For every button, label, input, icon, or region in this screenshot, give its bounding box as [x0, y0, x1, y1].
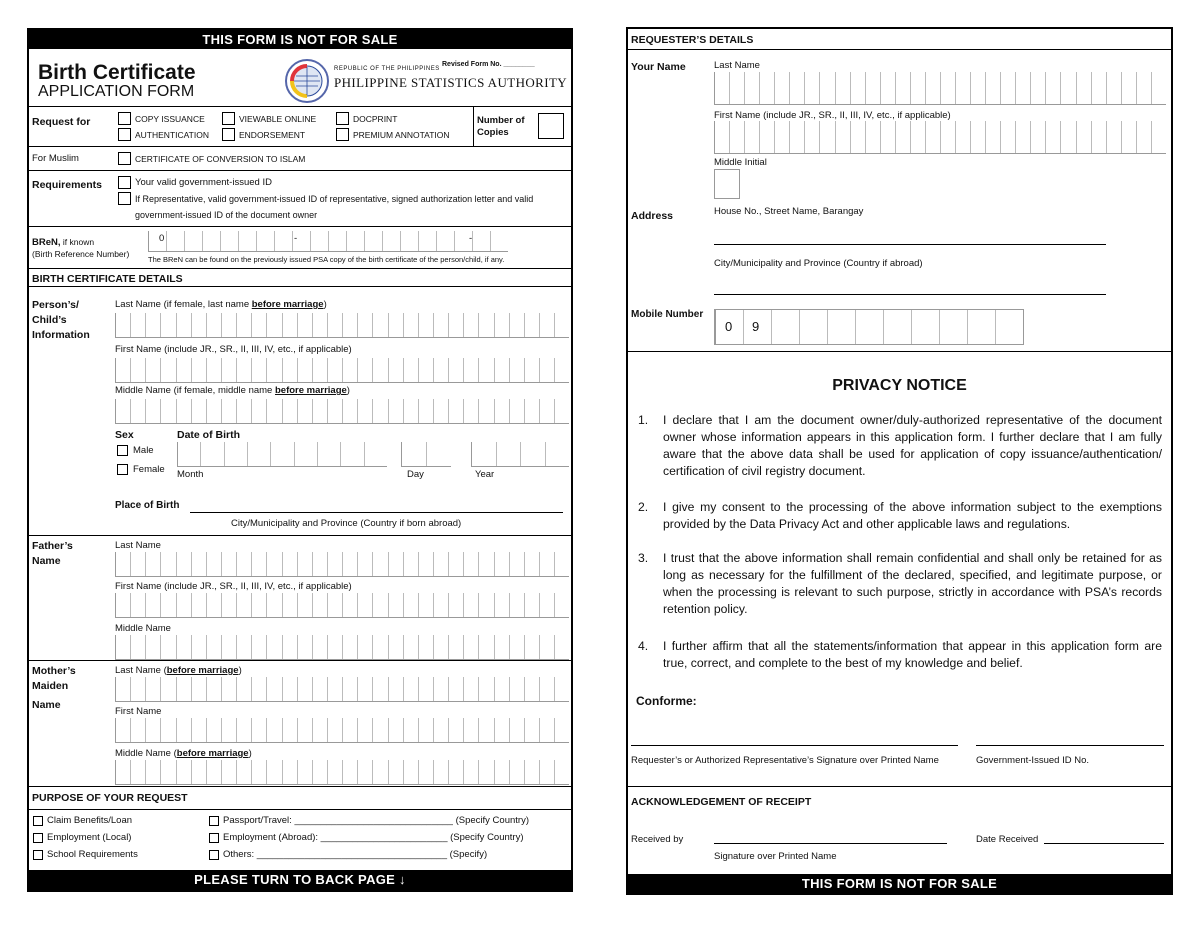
male-checkbox[interactable] [117, 445, 128, 456]
year-label: Year [475, 469, 495, 480]
father-middle-name-input[interactable] [115, 635, 569, 660]
mother-label-3: Name [32, 699, 61, 711]
day-label: Day [407, 469, 424, 480]
notice-number-2: 2. [638, 500, 649, 514]
signature-line[interactable] [631, 745, 958, 746]
school-requirements-checkbox[interactable] [33, 850, 43, 860]
form-title: Birth Certificate [38, 61, 196, 84]
request-for-label: Request for [32, 116, 91, 128]
back-page [626, 27, 1173, 895]
received-by-label: Received by [631, 834, 684, 845]
notice-number-3: 3. [638, 551, 649, 565]
year-input[interactable] [471, 442, 569, 467]
mobile-input[interactable] [714, 309, 1024, 345]
request-for-row [29, 106, 571, 147]
middle-initial-input[interactable] [714, 169, 740, 199]
male-label: Male [133, 445, 154, 456]
privacy-notice-4: I further affirm that all the statements/information that appear in this application form are true, correct, and complete to the best of my knowledge and belief. [663, 639, 1162, 670]
agency-country: REPUBLIC OF THE PHILIPPINES [334, 66, 440, 72]
person-label-3: Information [32, 329, 90, 341]
privacy-divider [628, 351, 1171, 352]
date-received-line[interactable] [1044, 843, 1164, 844]
mother-section [29, 660, 571, 787]
mother-middle-name-input[interactable] [115, 760, 569, 785]
employment-local-checkbox[interactable] [33, 833, 43, 843]
day-input[interactable] [401, 442, 451, 467]
authentication-checkbox[interactable] [118, 128, 131, 141]
representative-checkbox[interactable] [118, 192, 131, 205]
month-input[interactable] [177, 442, 387, 467]
bren-label: BReN, [32, 237, 61, 248]
place-label: Place of Birth [115, 500, 180, 511]
for-muslim-row [29, 146, 571, 171]
others-checkbox[interactable] [209, 850, 219, 860]
representative-label-2: government-issued ID of the document owner [135, 210, 318, 220]
copy-issuance-checkbox[interactable] [118, 112, 131, 125]
place-sublabel: City/Municipality and Province (Country if born abroad) [231, 518, 462, 529]
privacy-notice-2: I give my consent to the processing of the above information subject to the exemptions provided by the Data Privacy Act and other applicable laws and regulations. [663, 500, 1162, 531]
privacy-notice-1: I declare that I am the document owner/duly-authorized representative of the document owner whose information appears in this application form. I further declare that I am fully aware that the above data shall be used for application of copy issuance/authentication/ certification of civil registry document. [663, 413, 1162, 478]
bren-dash-1: - [294, 233, 298, 244]
employment-abroad-checkbox[interactable] [209, 833, 219, 843]
requirements-row [29, 170, 571, 227]
bren-note: The BReN can be found on the previously issued PSA copy of the birth certificate of the person/child, if any. [148, 255, 505, 264]
conversion-islam-label: CERTIFICATE OF CONVERSION TO ISLAM [135, 154, 306, 164]
notice-number-4: 4. [638, 639, 649, 653]
female-label: Female [133, 464, 165, 475]
dob-label: Date of Birth [177, 429, 240, 441]
purpose-section [29, 786, 571, 869]
copies-input[interactable] [538, 113, 564, 139]
house-input-line[interactable] [714, 244, 1106, 245]
month-label: Month [177, 469, 204, 480]
person-middle-name-label: Middle Name (if female, middle name before marriage) [115, 385, 350, 396]
ack-divider [628, 786, 1171, 787]
passport-travel-checkbox[interactable] [209, 816, 219, 826]
employment-local-label: Employment (Local) [47, 832, 132, 843]
date-received-label: Date Received [976, 834, 1039, 845]
house-label: House No., Street Name, Barangay [714, 206, 864, 217]
received-signature-label: Signature over Printed Name [714, 851, 837, 862]
mother-label-2: Maiden [32, 680, 69, 692]
requester-divider [628, 49, 1171, 50]
valid-id-label: Your valid government-issued ID [135, 177, 272, 188]
your-last-name-input[interactable] [714, 72, 1166, 105]
employment-abroad-label: Employment (Abroad): ________________________ (Specify Country) [223, 832, 524, 843]
privacy-notice-3: I trust that the above information shall remain confidential and shall only be retained for as long as necessary for the fulfillment of the declared, specified, and legitimate purpose, or when the processing is relevant to such purpose, strictly in accordance with PSA’s records retention policy. [663, 551, 1162, 616]
conforme-label: Conforme: [636, 694, 697, 708]
person-label-2: Child’s [32, 314, 67, 326]
bren-dash-2: - [469, 233, 473, 244]
premium-annotation-label: PREMIUM ANNOTATION [353, 130, 450, 140]
details-header: BIRTH CERTIFICATE DETAILS [32, 273, 183, 285]
bren-sublabel: (Birth Reference Number) [32, 249, 130, 259]
gov-id-label: Government-Issued ID No. [976, 755, 1089, 766]
mother-last-name-label: Last Name (before marriage) [115, 665, 242, 676]
psa-seal-icon [284, 58, 330, 104]
premium-annotation-checkbox[interactable] [336, 128, 349, 141]
mobile-digit-9: 9 [752, 319, 760, 334]
person-last-name-label: Last Name (if female, last name before marriage) [115, 299, 327, 310]
viewable-online-label: VIEWABLE ONLINE [239, 114, 317, 124]
bren-known: if known [60, 237, 95, 247]
father-label-2: Name [32, 555, 61, 567]
gov-id-line[interactable] [976, 745, 1164, 746]
details-header-row [29, 268, 571, 287]
notice-number-1: 1. [638, 413, 649, 427]
endorsement-checkbox[interactable] [222, 128, 235, 141]
privacy-title: PRIVACY NOTICE [832, 377, 967, 394]
female-checkbox[interactable] [117, 464, 128, 475]
your-last-name-label: Last Name [714, 60, 760, 71]
not-for-sale-banner: THIS FORM IS NOT FOR SALE [29, 30, 571, 49]
signature-label: Requester’s or Authorized Representative’s Signature over Printed Name [631, 755, 939, 766]
ack-header: ACKNOWLEDGEMENT OF RECEIPT [631, 796, 812, 808]
father-first-name-label: First Name (include JR., SR., II, III, IV, etc., if applicable) [115, 581, 352, 592]
viewable-online-checkbox[interactable] [222, 112, 235, 125]
bren-row [29, 226, 571, 269]
mother-label-1: Mother’s [32, 665, 76, 677]
mother-middle-name-label: Middle Name (before marriage) [115, 748, 252, 759]
copies-label-1: Number of [477, 115, 525, 126]
father-last-name-label: Last Name [115, 540, 161, 551]
city-input-line[interactable] [714, 294, 1106, 295]
mother-first-name-label: First Name [115, 706, 162, 717]
mother-last-name-input[interactable] [115, 677, 569, 702]
front-page [27, 28, 573, 892]
bren-input-cells[interactable] [148, 231, 508, 252]
your-first-name-input[interactable] [714, 121, 1166, 154]
mobile-digit-0: 0 [725, 319, 733, 334]
sex-label: Sex [115, 429, 134, 441]
father-section [29, 535, 571, 661]
copies-divider [473, 107, 474, 147]
others-label: Others: ____________________________________ (Specify) [223, 849, 488, 860]
bren-first-digit: 0 [159, 233, 165, 244]
person-first-name-input[interactable] [115, 358, 569, 383]
place-input-line[interactable] [190, 512, 563, 513]
claim-benefits-checkbox[interactable] [33, 816, 43, 826]
person-section [29, 286, 571, 536]
form-subtitle: APPLICATION FORM [38, 83, 195, 100]
purpose-divider [29, 809, 571, 810]
person-first-name-label: First Name (include JR., SR., II, III, IV, etc., if applicable) [115, 344, 352, 355]
requirements-label: Requirements [32, 179, 103, 191]
person-last-name-input[interactable] [115, 313, 569, 338]
docprint-label: DOCPRINT [353, 114, 398, 124]
requester-header: REQUESTER’S DETAILS [631, 34, 754, 46]
valid-id-checkbox[interactable] [118, 176, 131, 189]
middle-initial-label: Middle Initial [714, 157, 767, 168]
authentication-label: AUTHENTICATION [135, 130, 209, 140]
representative-label: If Representative, valid government-issued ID of representative, signed authorization letter and valid [135, 194, 534, 204]
father-last-name-input[interactable] [115, 552, 569, 577]
father-first-name-input[interactable] [115, 593, 569, 618]
your-first-name-label: First Name (include JR., SR., II, III, IV, etc., if applicable) [714, 110, 951, 121]
claim-benefits-label: Claim Benefits/Loan [47, 815, 133, 826]
docprint-checkbox[interactable] [336, 112, 349, 125]
copies-label-2: Copies [477, 127, 509, 138]
address-label: Address [631, 210, 674, 222]
passport-travel-label: Passport/Travel: ______________________________ (Specify Country) [223, 815, 529, 826]
father-label-1: Father’s [32, 540, 73, 552]
mobile-label: Mobile Number [631, 309, 704, 320]
for-muslim-label: For Muslim [32, 153, 79, 164]
endorsement-label: ENDORSEMENT [239, 130, 306, 140]
father-middle-name-label: Middle Name [115, 623, 171, 634]
person-label-1: Person’s/ [32, 299, 79, 311]
revised-form-no: Revised Form No. ________ [442, 61, 535, 68]
not-for-sale-banner-back: THIS FORM IS NOT FOR SALE [628, 874, 1171, 893]
city-label: City/Municipality and Province (Country if abroad) [714, 258, 923, 269]
agency-name: PHILIPPINE STATISTICS AUTHORITY [334, 75, 568, 90]
person-middle-name-input[interactable] [115, 399, 569, 424]
school-requirements-label: School Requirements [47, 849, 138, 860]
copy-issuance-label: COPY ISSUANCE [135, 114, 205, 124]
turn-back-banner: PLEASE TURN TO BACK PAGE ↓ [29, 870, 571, 890]
conversion-islam-checkbox[interactable] [118, 152, 131, 165]
received-by-line[interactable] [714, 843, 947, 844]
purpose-header: PURPOSE OF YOUR REQUEST [32, 792, 188, 804]
mother-first-name-input[interactable] [115, 718, 569, 743]
your-name-label: Your Name [631, 61, 686, 73]
